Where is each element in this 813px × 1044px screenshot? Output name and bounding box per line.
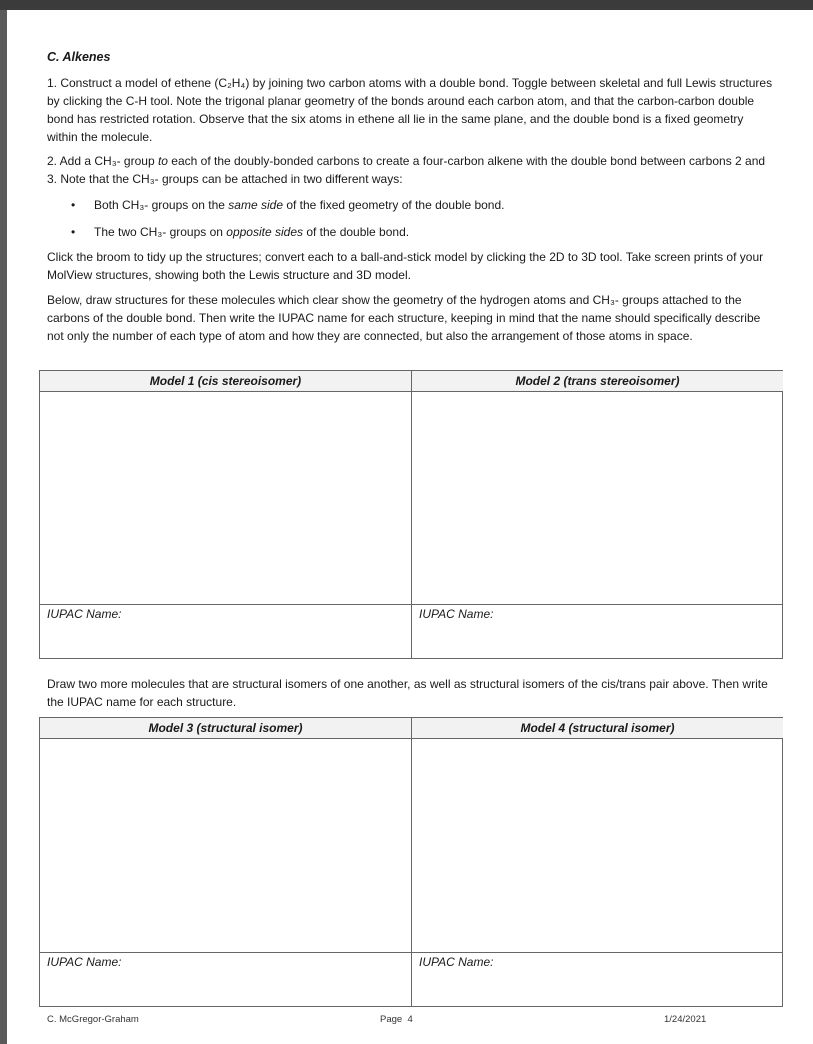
model-3-iupac-label: IUPAC Name: [47,955,122,969]
model-2-iupac-label: IUPAC Name: [419,607,494,621]
footer-author: C. McGregor-Graham [47,1014,139,1025]
model-3-drawing-area[interactable] [40,739,411,953]
footer-page-number: Page 4 [380,1014,413,1025]
model-1-header: Model 1 (cis stereoisomer) [40,371,411,392]
models-table-stereoisomers [39,370,783,659]
instruction-1: 1. Construct a model of ethene (C₂H₄) by joining two carbon atoms with a double bond. Toggle between skeletal and full Lewis structures by clicking the C-H tool. Note the trigonal planar geometry of the bonds around each carbon atom, and that the carbon-carbon double bond has restricted rotation. Observe that the six atoms in ethene all lie in the same plane, and the double bond is a fixed geometry within the molecule. [47,76,773,144]
instruction-2: 2. Add a CH₃- group to each of the doubly-bonded carbons to create a four-carbon alkene with the double bond between carbons 2 and 3. Note that the CH₃- groups can be attached in two different ways: [47,154,766,186]
document-page [7,10,813,1044]
bullet-dot: • [71,225,76,239]
model-2-column [411,371,783,658]
model-4-iupac-label: IUPAC Name: [419,955,494,969]
viewer-top-bar [0,0,813,10]
footer-date: 1/24/2021 [664,1014,707,1025]
model-4-header: Model 4 (structural isomer) [412,718,783,739]
model-3-column [40,718,411,1006]
instruction-4: Below, draw structures for these molecules which clear show the geometry of the hydrogen atoms and CH₃- groups attached to the carbons of the double bond. Then write the IUPAC name for each structure, keeping in mind that the name should specifically describe not only the number of each type of atom and how they are connected, but also the arrangement of those atoms in space. [47,293,761,343]
model-2-header: Model 2 (trans stereoisomer) [412,371,783,392]
instruction-5: Draw two more molecules that are structural isomers of one another, as well as structural isomers of the cis/trans pair above. Then write the IUPAC name for each structure. [47,677,768,709]
bullet-dot: • [71,198,76,212]
model-4-column [411,718,783,1006]
model-1-drawing-area[interactable] [40,392,411,605]
models-table-structural-isomers [39,717,783,1007]
model-3-header: Model 3 (structural isomer) [40,718,411,739]
model-2-drawing-area[interactable] [412,392,783,605]
section-title: C. Alkenes [47,50,111,64]
instruction-3: Click the broom to tidy up the structures; convert each to a ball-and-stick model by clicking the 2D to 3D tool. Take screen prints of your MolView structures, showing both the Lewis structure and 3D model. [47,250,764,282]
model-1-column [40,371,411,658]
bullet-text: The two CH₃- groups on opposite sides of the double bond. [94,225,410,239]
model-1-iupac-label: IUPAC Name: [47,607,122,621]
bullet-text: Both CH₃- groups on the same side of the fixed geometry of the double bond. [94,198,505,212]
model-4-drawing-area[interactable] [412,739,783,953]
